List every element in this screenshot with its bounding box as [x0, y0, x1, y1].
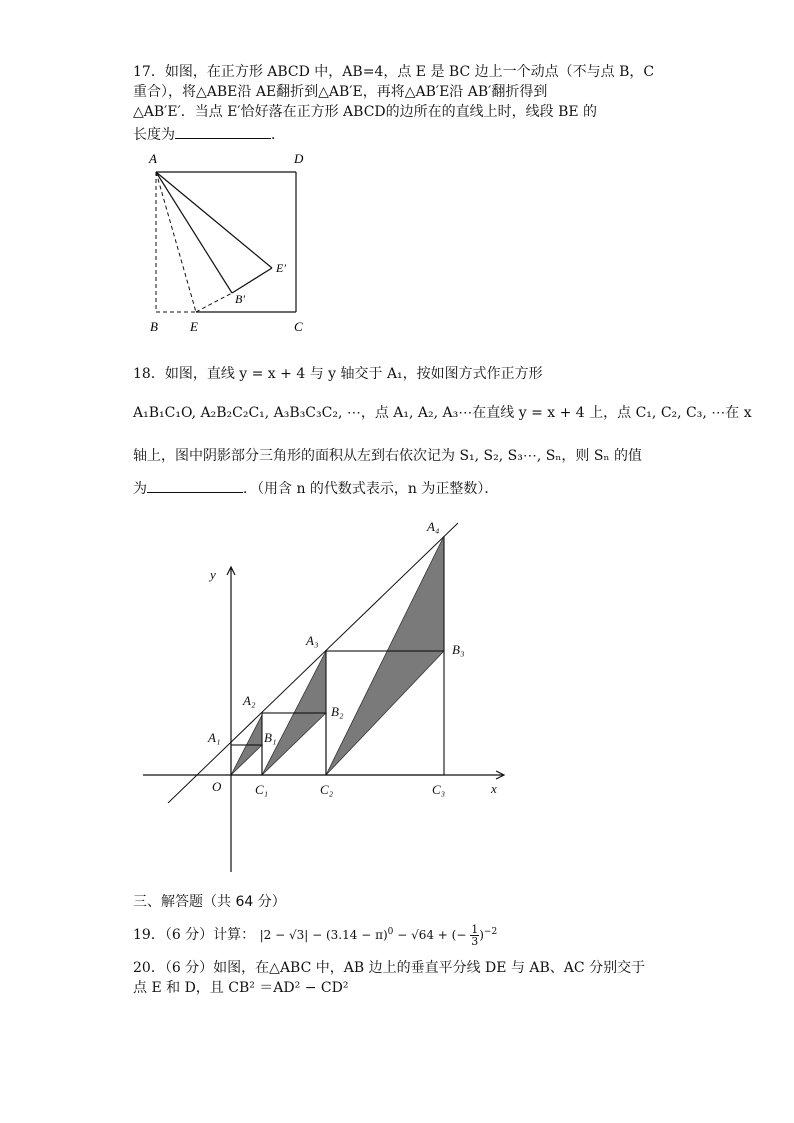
q19-expression	[259, 923, 498, 948]
q19-prefix: 19．（6 分）计算：	[133, 927, 256, 943]
q19-expr-part-b: − √64 + (−	[393, 928, 471, 942]
label-C3: C₃	[432, 782, 446, 797]
label-A3: A₃	[306, 633, 319, 648]
label-E: E	[190, 319, 198, 334]
q18-answer-blank[interactable]	[147, 478, 243, 493]
label-B3: B₃	[452, 642, 465, 657]
segment-AEp	[156, 172, 272, 268]
shaded-triangle-S3	[326, 536, 444, 775]
label-A4: A₄	[427, 519, 440, 534]
q18-line-3: 轴上，图中阴影部分三角形的面积从左到右依次记为 S₁, S₂, S₃⋯, Sₙ，则 Sₙ 的值	[133, 448, 642, 464]
q18-figure	[135, 510, 515, 880]
q17-line-1: 17．如图，在正方形 ABCD 中，AB=4，点 E 是 BC 边上一个动点（不与点 B，C	[133, 64, 655, 80]
segment-AE-dashed	[156, 172, 196, 312]
q18-answer-note: ．（用含 n 的代数式表示，n 为正整数）．	[243, 481, 499, 497]
q19-frac-num: 1	[471, 923, 479, 936]
q19-exp-neg2: −2	[483, 927, 498, 937]
segment-BpEp	[232, 268, 272, 293]
q20-line-1: 20．（6 分）如图，在△ABC 中，AB 边上的垂直平分线 DE 与 AB、AC 分别交于	[133, 960, 646, 976]
label-C1: C₁	[255, 782, 269, 797]
label-A: A	[149, 151, 157, 166]
label-O: O	[212, 779, 222, 794]
label-B2: B₂	[331, 704, 344, 719]
q17-line-2: 重合），将△ABE沿 AE翻折到△AB′E，再将△AB′E沿 AB′翻折得到	[133, 84, 548, 100]
q17-line-3: △AB′E′．当点 E′恰好落在正方形 ABCD的边所在的直线上时，线段 BE 的	[133, 104, 598, 120]
segment-ABp	[156, 172, 232, 293]
q17-figure	[140, 148, 320, 338]
q17-answer-prompt: 长度为	[133, 127, 175, 143]
label-D: D	[294, 151, 304, 166]
label-A2: A₂	[243, 693, 256, 708]
section-heading: 三、解答题（共 64 分）	[133, 894, 286, 910]
label-E-prime: E′	[276, 261, 286, 275]
q18-line-4	[133, 478, 498, 499]
label-y-axis: y	[210, 567, 216, 582]
q19-fraction	[470, 924, 479, 947]
label-B1: B₁	[264, 730, 277, 745]
q17-line-4	[133, 124, 285, 145]
label-B-prime: B′	[235, 292, 245, 306]
q18-line-2: A₁B₁C₁O, A₂B₂C₂C₁, A₃B₃C₃C₂, ⋯，点 A₁, A₂, A₃⋯在直线 y = x + 4 上，点 C₁, C₂, C₃, ⋯在 x	[133, 405, 752, 421]
q19-expr-part-c: )	[479, 928, 484, 942]
q20-line-2: 点 E 和 D，且 CB² ＝AD² − CD²	[133, 980, 349, 996]
q19-exp-zero: 0	[387, 927, 394, 937]
q19-line	[133, 922, 497, 947]
label-A1: A₁	[208, 730, 221, 745]
q19-frac-den: 3	[471, 935, 479, 948]
q18-answer-prompt: 为	[133, 481, 147, 497]
q18-line-1: 18．如图，直线 y = x + 4 与 y 轴交于 A₁，按如图方式作正方形	[133, 366, 543, 382]
label-B: B	[150, 319, 158, 334]
label-C: C	[294, 319, 303, 334]
q17-period: ．	[271, 127, 285, 143]
label-x-axis: x	[491, 781, 497, 796]
q19-expr-part-a: |2 − √3| − (3.14 − π)	[259, 928, 388, 942]
label-C2: C₂	[320, 782, 334, 797]
q17-answer-blank[interactable]	[175, 124, 271, 139]
segment-EBp-dashed	[196, 293, 232, 312]
